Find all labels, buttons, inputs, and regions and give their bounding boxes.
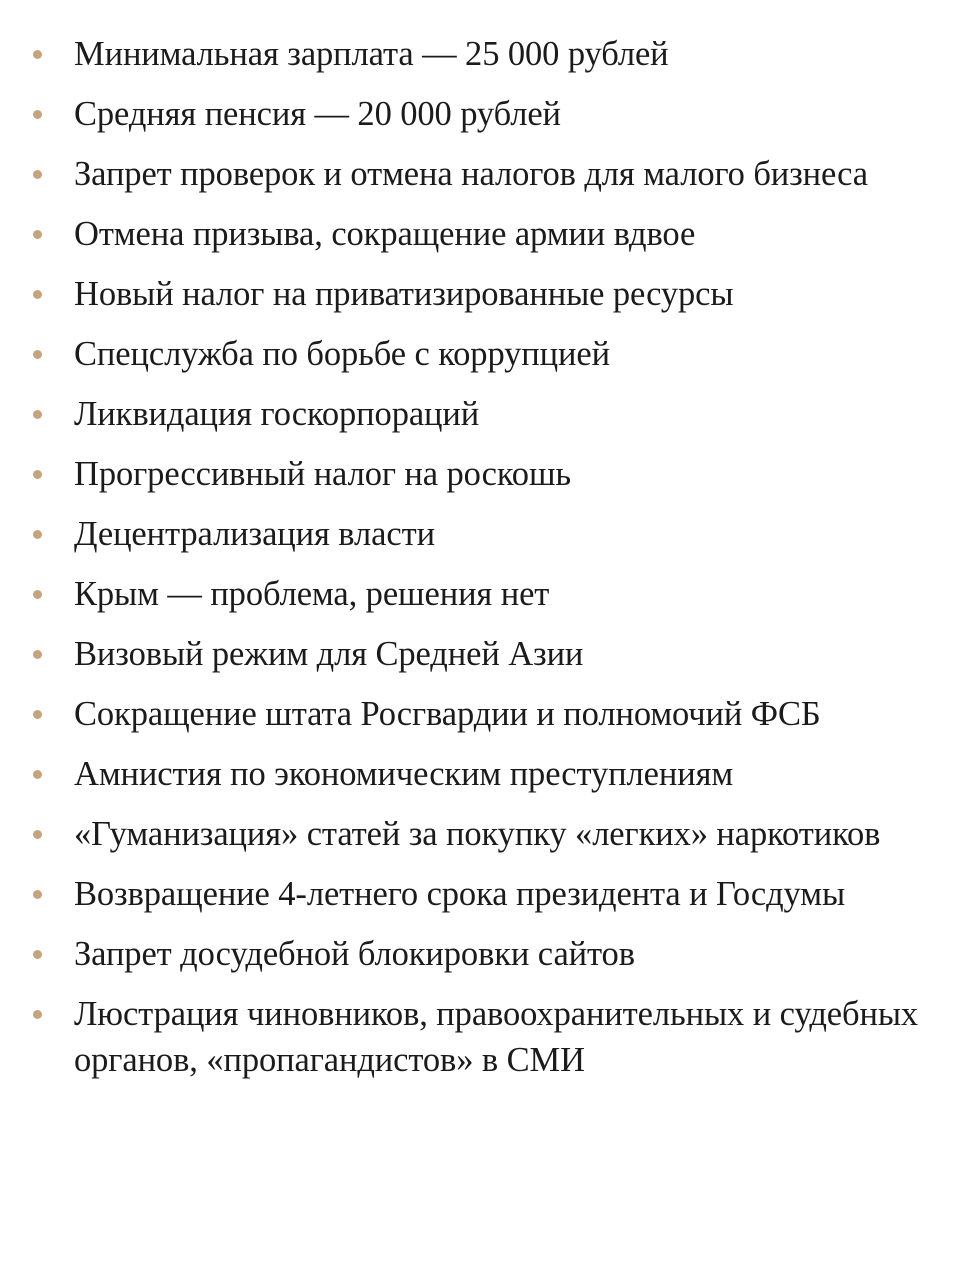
list-item [0, 331, 960, 377]
list-item-text: Минимальная зарплата — 25 000 рублей [74, 35, 669, 73]
list-item-text: «Гуманизация» статей за покупку «легких» наркотиков [74, 815, 881, 853]
bullet-dot-icon [33, 230, 42, 239]
bullet-dot-icon [33, 770, 42, 779]
bullet-dot-icon [33, 890, 42, 899]
list-item [0, 871, 960, 917]
list-item [0, 451, 960, 497]
list-item [0, 811, 960, 857]
list-item-text: Люстрация чиновников, правоохранительных и судебных органов, «пропагандистов» в СМИ [74, 995, 919, 1079]
list-item-text: Запрет проверок и отмена налогов для малого бизнеса [74, 155, 868, 193]
list-item [0, 91, 960, 137]
bullet-dot-icon [33, 1010, 42, 1019]
list-item-text: Децентрализация власти [74, 515, 435, 553]
bullet-dot-icon [33, 530, 42, 539]
bullet-dot-icon [33, 110, 42, 119]
bullet-dot-icon [33, 350, 42, 359]
list-item [0, 31, 960, 77]
list-item [0, 391, 960, 437]
list-item-text: Визовый режим для Средней Азии [74, 635, 584, 673]
list-item [0, 691, 960, 737]
list-item-text: Крым — проблема, решения нет [74, 575, 550, 613]
list-item-text: Ликвидация госкорпораций [74, 395, 480, 433]
list-item [0, 211, 960, 257]
list-item-text: Спецслужба по борьбе с коррупцией [74, 335, 610, 373]
list-item-text: Новый налог на приватизированные ресурсы [74, 275, 734, 313]
list-item [0, 571, 960, 617]
list-item [0, 631, 960, 677]
list-item-text: Отмена призыва, сокращение армии вдвое [74, 215, 696, 253]
bullet-dot-icon [33, 170, 42, 179]
list-item [0, 751, 960, 797]
list-item [0, 151, 960, 197]
bullet-dot-icon [33, 470, 42, 479]
list-item [0, 271, 960, 317]
list-item [0, 931, 960, 977]
list-item-text: Запрет досудебной блокировки сайтов [74, 935, 635, 973]
list-item-text: Средняя пенсия — 20 000 рублей [74, 95, 561, 133]
list-item-text: Сокращение штата Росгвардии и полномочий ФСБ [74, 695, 821, 733]
bullet-dot-icon [33, 50, 42, 59]
bullet-dot-icon [33, 950, 42, 959]
list-item [0, 991, 960, 1083]
bulleted-list [0, 31, 960, 1083]
bullet-dot-icon [33, 590, 42, 599]
list-item [0, 511, 960, 557]
bullet-dot-icon [33, 830, 42, 839]
list-item-text: Возвращение 4-летнего срока президента и Госдумы [74, 875, 846, 913]
bullet-dot-icon [33, 710, 42, 719]
bullet-dot-icon [33, 650, 42, 659]
list-item-text: Прогрессивный налог на роскошь [74, 455, 572, 493]
bullet-dot-icon [33, 290, 42, 299]
bullet-dot-icon [33, 410, 42, 419]
list-item-text: Амнистия по экономическим преступлениям [74, 755, 734, 793]
